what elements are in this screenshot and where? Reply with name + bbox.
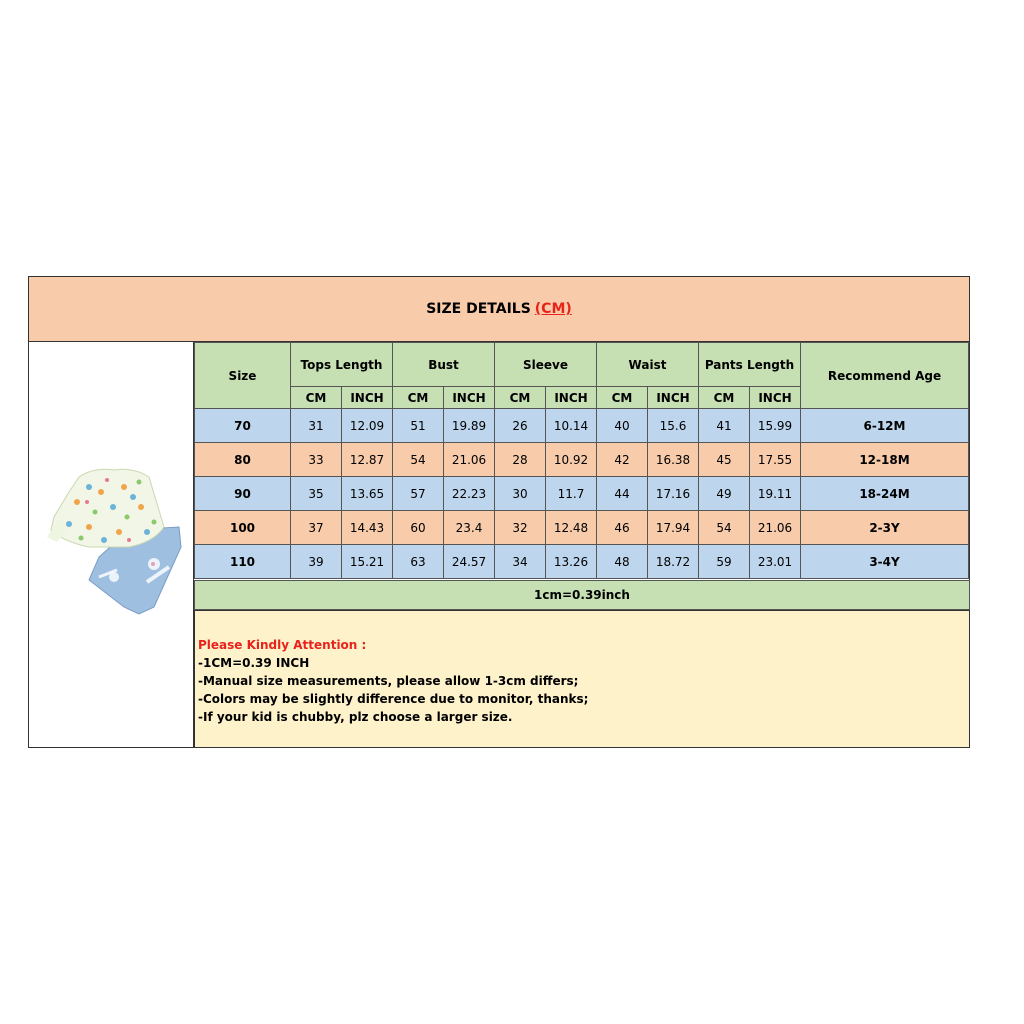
tops-inch-cell: 13.65 — [342, 477, 393, 511]
note-line: -Colors may be slightly difference due to monitor, thanks; — [198, 692, 589, 706]
tops-cm-cell: 37 — [291, 511, 342, 545]
size-details-title — [29, 277, 969, 342]
sleeve-inch-cell: 11.7 — [546, 477, 597, 511]
tops-cm-cell: 33 — [291, 443, 342, 477]
sleeve-inch-cell: 13.26 — [546, 545, 597, 579]
tops-inch-cell: 12.09 — [342, 409, 393, 443]
header-sleeve: Sleeve — [495, 343, 597, 387]
floral-top-image — [47, 469, 164, 547]
tops-inch-cell: 14.43 — [342, 511, 393, 545]
subheader-inch: INCH — [546, 387, 597, 409]
size-cell: 100 — [195, 511, 291, 545]
subheader-cm: CM — [495, 387, 546, 409]
size-cell: 70 — [195, 409, 291, 443]
size-table — [194, 342, 969, 579]
note-line: -Manual size measurements, please allow 1-3cm differs; — [198, 674, 579, 688]
outfit-illustration — [29, 342, 194, 747]
size-row — [195, 443, 969, 477]
waist-inch-cell: 17.94 — [648, 511, 699, 545]
size-row — [195, 545, 969, 579]
waist-cm-cell: 40 — [597, 409, 648, 443]
tops-cm-cell: 35 — [291, 477, 342, 511]
title-text: SIZE DETAILS — [426, 301, 531, 317]
notes-heading: Please Kindly Attention : — [198, 638, 367, 652]
pants-cm-cell: 41 — [699, 409, 750, 443]
tops-cm-cell: 39 — [291, 545, 342, 579]
bust-cm-cell: 51 — [393, 409, 444, 443]
sleeve-inch-cell: 12.48 — [546, 511, 597, 545]
tops-cm-cell: 31 — [291, 409, 342, 443]
sleeve-cm-cell: 26 — [495, 409, 546, 443]
header-bust: Bust — [393, 343, 495, 387]
bust-inch-cell: 19.89 — [444, 409, 495, 443]
subheader-cm: CM — [291, 387, 342, 409]
size-cell: 80 — [195, 443, 291, 477]
pants-cm-cell: 45 — [699, 443, 750, 477]
bust-cm-cell: 57 — [393, 477, 444, 511]
header-size: Size — [195, 343, 291, 409]
product-photo — [29, 342, 194, 747]
sleeve-cm-cell: 32 — [495, 511, 546, 545]
title-unit: (CM) — [534, 301, 572, 317]
age-cell: 2-3Y — [801, 511, 969, 545]
subheader-cm: CM — [393, 387, 444, 409]
note-line: -1CM=0.39 INCH — [198, 656, 310, 670]
bust-cm-cell: 63 — [393, 545, 444, 579]
waist-cm-cell: 44 — [597, 477, 648, 511]
bust-cm-cell: 60 — [393, 511, 444, 545]
pants-inch-cell: 21.06 — [750, 511, 801, 545]
waist-inch-cell: 17.16 — [648, 477, 699, 511]
size-cell: 110 — [195, 545, 291, 579]
waist-inch-cell: 15.6 — [648, 409, 699, 443]
subheader-cm: CM — [699, 387, 750, 409]
waist-inch-cell: 18.72 — [648, 545, 699, 579]
subheader-inch: INCH — [444, 387, 495, 409]
age-cell: 12-18M — [801, 443, 969, 477]
size-row — [195, 477, 969, 511]
waist-cm-cell: 48 — [597, 545, 648, 579]
bust-inch-cell: 22.23 — [444, 477, 495, 511]
attention-notes — [194, 610, 970, 748]
pants-cm-cell: 59 — [699, 545, 750, 579]
waist-cm-cell: 42 — [597, 443, 648, 477]
pants-inch-cell: 19.11 — [750, 477, 801, 511]
sleeve-cm-cell: 28 — [495, 443, 546, 477]
sleeve-inch-cell: 10.14 — [546, 409, 597, 443]
waist-inch-cell: 16.38 — [648, 443, 699, 477]
header-waist: Waist — [597, 343, 699, 387]
size-row — [195, 511, 969, 545]
sleeve-cm-cell: 30 — [495, 477, 546, 511]
pants-inch-cell: 23.01 — [750, 545, 801, 579]
sleeve-inch-cell: 10.92 — [546, 443, 597, 477]
pants-cm-cell: 54 — [699, 511, 750, 545]
waist-cm-cell: 46 — [597, 511, 648, 545]
pants-inch-cell: 17.55 — [750, 443, 801, 477]
conversion-note: 1cm=0.39inch — [194, 580, 970, 610]
subheader-cm: CM — [597, 387, 648, 409]
sleeve-cm-cell: 34 — [495, 545, 546, 579]
subheader-inch: INCH — [750, 387, 801, 409]
header-pants-length: Pants Length — [699, 343, 801, 387]
tops-inch-cell: 15.21 — [342, 545, 393, 579]
tops-inch-cell: 12.87 — [342, 443, 393, 477]
note-line: -If your kid is chubby, plz choose a larger size. — [198, 710, 513, 724]
size-cell: 90 — [195, 477, 291, 511]
pants-inch-cell: 15.99 — [750, 409, 801, 443]
subheader-inch: INCH — [342, 387, 393, 409]
bust-cm-cell: 54 — [393, 443, 444, 477]
pants-cm-cell: 49 — [699, 477, 750, 511]
age-cell: 3-4Y — [801, 545, 969, 579]
size-row — [195, 409, 969, 443]
bust-inch-cell: 21.06 — [444, 443, 495, 477]
bust-inch-cell: 24.57 — [444, 545, 495, 579]
header-tops-length: Tops Length — [291, 343, 393, 387]
age-cell: 18-24M — [801, 477, 969, 511]
subheader-inch: INCH — [648, 387, 699, 409]
header-recommend-age: Recommend Age — [801, 343, 969, 409]
bust-inch-cell: 23.4 — [444, 511, 495, 545]
age-cell: 6-12M — [801, 409, 969, 443]
